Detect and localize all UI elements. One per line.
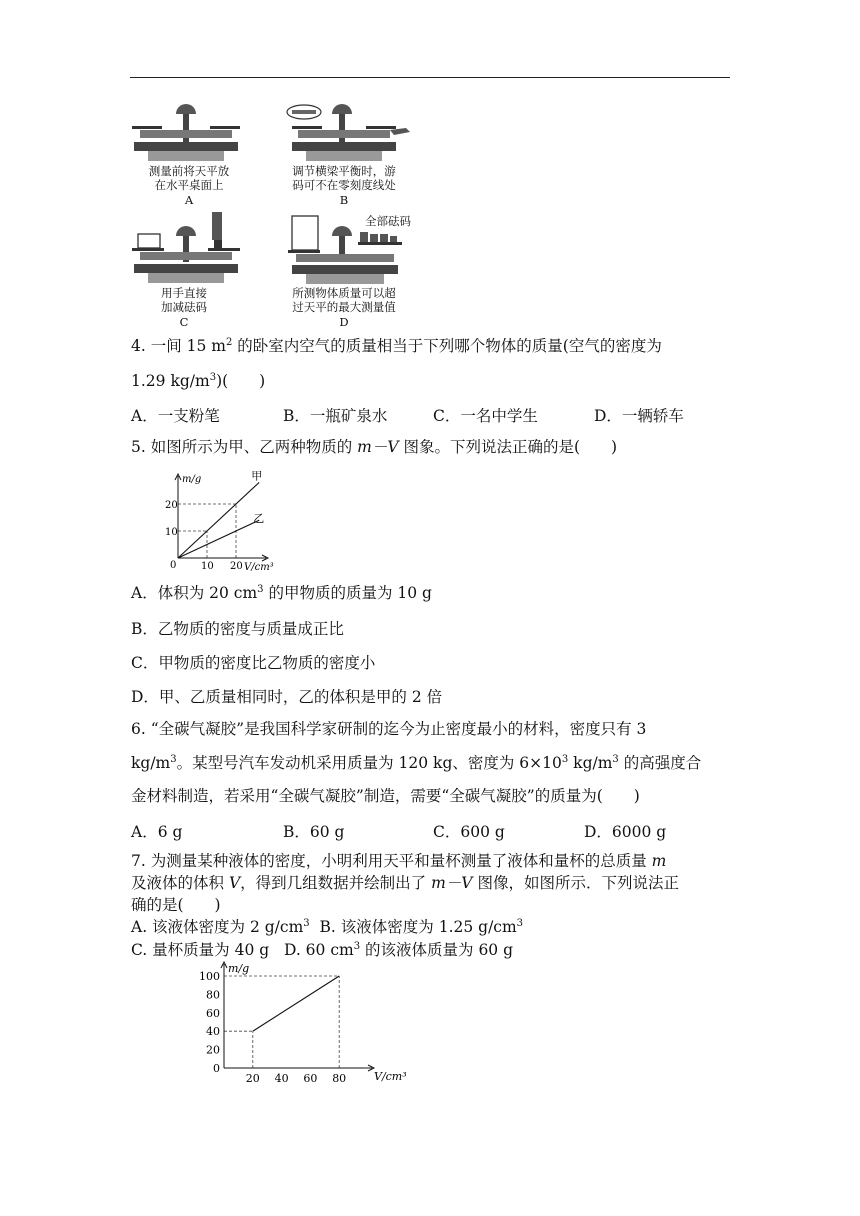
q4-sup-1: 2: [226, 336, 233, 348]
q7-option-row-2: [131, 940, 513, 960]
figure-b-letter: B: [339, 193, 349, 207]
q6-sup-2: 3: [561, 753, 569, 765]
figure-b-caption-1: 调节横梁平衡时，游: [292, 164, 396, 178]
q6-stem-line-2: [131, 753, 701, 773]
y-axis-label: m/g: [182, 474, 202, 485]
q7-stem-line-1: [131, 851, 666, 871]
q6-text-b: 。某型号汽车发动机采用质量为 120 kg、密度为 6×10: [176, 754, 562, 772]
figure-a-letter: A: [184, 193, 194, 207]
q4-option-a: A．一支粉笔: [131, 407, 220, 425]
series-label: 乙: [253, 512, 265, 526]
q5-stem: [131, 437, 617, 457]
q7-text-c: ，得到几组数据并绘制出了: [240, 874, 427, 892]
x-tick-label: 40: [274, 1072, 289, 1085]
q7-option-c: C. 量杯质量为 40 g: [131, 941, 270, 959]
balance-figure-d: [284, 212, 412, 286]
q5-option-b: B．乙物质的密度与质量成正比: [131, 620, 344, 638]
q6-option-b: B．60 g: [283, 823, 345, 841]
y-tick-label: 60: [206, 1006, 220, 1020]
figure-b-caption-2: 码可不在零刻度线处: [292, 178, 396, 192]
q5-variable: m－V: [357, 438, 399, 456]
header-rule: [130, 77, 730, 78]
y-tick-label: 100: [199, 970, 220, 983]
q4-text-a: 4. 一间 15 m: [131, 337, 226, 355]
q7-text-a: 7. 为测量某种液体的密度，小明利用天平和量杯测量了液体和量杯的总质量: [131, 852, 647, 870]
x-tick-label: 10: [201, 561, 214, 572]
q7-stem-line-2: [131, 873, 679, 893]
balance-figure-a: [128, 98, 244, 168]
q7-var-v: V: [228, 874, 241, 892]
q5-m-v-chart: [160, 470, 290, 572]
balance-figure-c: [128, 212, 244, 286]
q7-m-v-chart: [196, 958, 416, 1086]
q7-text-d: 图像，如图所示．下列说法正: [477, 874, 679, 892]
x-tick-label: 20: [230, 561, 243, 572]
q7-a-sup: 3: [303, 917, 310, 929]
q7-d-sup: 3: [353, 940, 361, 952]
q7-text-b: 及液体的体积: [131, 874, 225, 892]
q6-text-d: 的高强度合: [618, 754, 702, 772]
q5-text-a: 5. 如图所示为甲、乙两种物质的: [131, 438, 353, 456]
q4-option-c: C．一名中学生: [433, 407, 538, 425]
q6-option-a: A．6 g: [131, 823, 183, 841]
q7-option-b: B. 该液体密度为 1.25 g/cm: [319, 918, 517, 936]
q7-var-m: m: [651, 852, 667, 870]
q6-option-d: D．6000 g: [584, 823, 667, 841]
q4-text-b: 的卧室内空气的质量相当于下列哪个物体的质量(空气的密度为: [232, 337, 662, 355]
q4-stem-line-1: [131, 336, 662, 356]
q6-sup-3: 3: [612, 753, 619, 765]
q4-option-d: D．一辆轿车: [594, 407, 684, 425]
q6-text-c: kg/m: [568, 754, 613, 772]
figure-a-caption-2: 在水平桌面上: [154, 178, 224, 192]
x-axis-label: V/cm³: [374, 1070, 407, 1083]
figure-d-caption-2: 过天平的最大测量值: [292, 300, 396, 314]
y-tick-label: 20: [165, 500, 178, 511]
q4-sup-2: 3: [209, 371, 217, 383]
series-line: [253, 976, 339, 1031]
y-tick-label: 20: [206, 1043, 220, 1057]
q5-a-sup: 3: [257, 583, 264, 595]
q7-stem-line-3: 确的是( ): [131, 896, 221, 914]
q6-sup-1: 3: [170, 753, 177, 765]
q7-d-text: 的该液体质量为 60 g: [360, 941, 514, 959]
origin-label: 0: [170, 560, 177, 571]
q7-option-a: A. 该液体密度为 2 g/cm: [131, 918, 304, 936]
q5-text-b: 图象。下列说法正确的是( ): [403, 438, 618, 456]
y-tick-label: 40: [206, 1025, 220, 1039]
figure-c-caption-2: 加减砝码: [161, 300, 207, 314]
q6-stem-line-1: 6. “全碳气凝胶”是我国科学家研制的迄今为止密度最小的材料，密度只有 3: [131, 720, 647, 738]
q4-text-d: )( ): [216, 372, 266, 390]
q4-stem-line-2: [131, 371, 265, 391]
q4-text-c: 1.29 kg/m: [131, 372, 210, 390]
q7-var-mv: m－V: [431, 874, 473, 892]
figure-a-caption-1: 测量前将天平放: [148, 164, 230, 178]
q7-option-row-1: [131, 917, 523, 937]
q7-option-d: D. 60 cm: [283, 941, 354, 959]
q7-b-sup: 3: [516, 917, 524, 929]
x-tick-label: 20: [245, 1072, 260, 1085]
q5-option-d: D．甲、乙质量相同时，乙的体积是甲的 2 倍: [131, 688, 443, 706]
series-line: [178, 482, 259, 558]
q5-a-text-a: A．体积为 20 cm: [131, 584, 258, 602]
figure-d-caption-1: 所测物体质量可以超: [292, 286, 396, 300]
y-tick-label: 80: [206, 988, 220, 1002]
x-tick-label: 80: [332, 1072, 347, 1085]
q6-stem-line-3: 金材料制造，若采用“全碳气凝胶”制造，需要“全碳气凝胶”的质量为( ): [131, 787, 640, 805]
figure-d-weights-label: 全部砝码: [365, 214, 411, 228]
y-tick-label: 10: [165, 527, 178, 538]
balance-figure-b: [284, 98, 412, 168]
q6-text-a: kg/m: [131, 754, 171, 772]
q5-a-text-b: 的甲物质的质量为 10 g: [263, 584, 432, 602]
y-tick-label: 0: [213, 1062, 220, 1075]
q5-option-c: C．甲物质的密度比乙物质的密度小: [131, 654, 376, 672]
series-label: 甲: [251, 470, 263, 483]
q5-option-a: [131, 583, 432, 603]
q4-option-b: B．一瓶矿泉水: [283, 407, 388, 425]
x-axis-label: V/cm³: [244, 562, 274, 572]
figure-d-letter: D: [339, 315, 349, 329]
x-tick-label: 60: [303, 1072, 318, 1085]
figure-c-letter: C: [179, 315, 189, 329]
y-axis-label: m/g: [228, 962, 250, 975]
figure-c-caption-1: 用手直接: [161, 286, 207, 300]
series-line: [178, 520, 259, 558]
q6-option-c: C．600 g: [433, 823, 505, 841]
